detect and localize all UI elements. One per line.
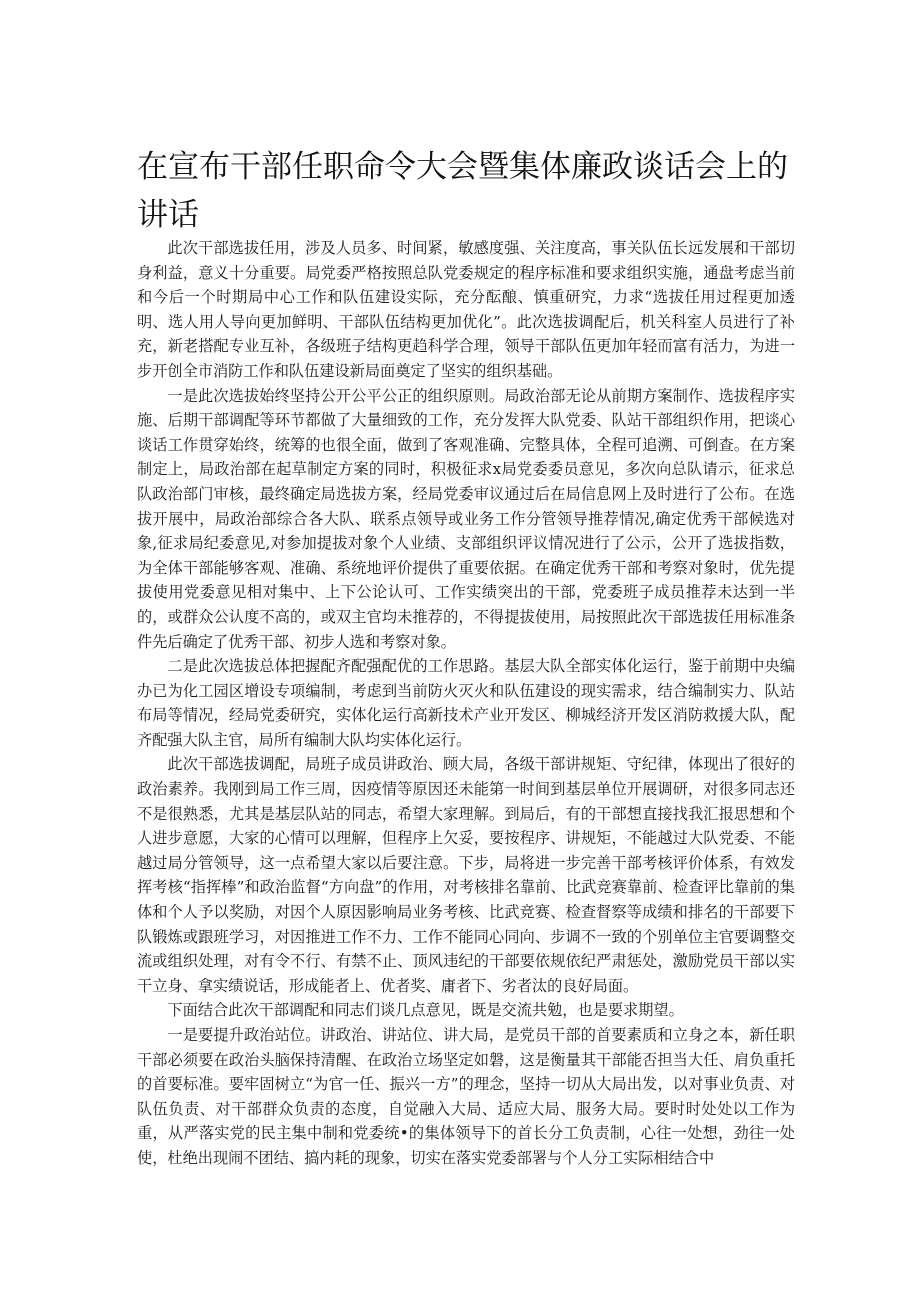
paragraph-3: 二是此次选拔总体把握配齐配强配优的工作思路。基层大队全部实体化运行，鉴于前期中央编办已为化工园区增设专项编制，考虑到当前防火灭火和队伍建设的现实需求，结合编制实力、队站布局等情况，经局党委研究，实体化运行高新技术产业开发区、柳城经济开发区消防救援大队，配齐配强大队主官，局所有编制大队均实体化运行。 xyxy=(137,657,795,749)
paragraph-5: 下面结合此次干部调配和同志们谈几点意见，既是交流共勉，也是要求期望。 xyxy=(167,1001,684,1020)
paragraph-2: 一是此次选拔始终坚持公开公平公正的组织原则。局政治部无论从前期方案制作、选拔程序实施、后期干部调配等环节都做了大量细致的工作，充分发挥大队党委、队站干部组织作用，把谈心谈话工作贯穿始终，统筹的也很全面，做到了客观准确、完整具体，全程可追溯、可倒查。在方案制定上，局政治部在起草制定方案的同时，积极征求x局党委委员意见，多次向总队请示，征求总队政治部门审核，最终确定局选拔方案，经局党委审议通过后在局信息网上及时进行了公布。在选拔开展中，局政治部综合各大队、联系点领导或业务工作分管领导推荐情况,确定优秀干部候选对象,征求局纪委意见,对参加提拔对象个人业绩、支部组织评议情况进行了公示，公开了选拔指数，为全体干部能够客观、准确、系统地评价提供了重要依据。在确定优秀干部和考察对象时，优先提拔使用党委意见相对集中、上下公论认可、工作实绩突出的干部，党委班子成员推荐未达到一半的，或群众公认度不高的，或双主官均未推荐的，不得提拔使用，局按照此次干部选拔任用标准条件先后确定了优秀干部、初步人选和考察对象。 xyxy=(137,386,795,651)
paragraph-1: 此次干部选拔任用，涉及人员多、时间紧，敏感度强、关注度高，事关队伍长远发展和干部切身利益，意义十分重要。局党委严格按照总队党委规定的程序标准和要求组织实施，通盘考虑当前和今后一个时期局中心工作和队伍建设实际，充分酝酿、慎重研究，力求“选拔任用过程更加透明、选人用人导向更加鲜明、干部队伍结构更加优化”。此次选拔调配后，机关科室人员进行了补充，新老搭配专业互补，各级班子结构更趋科学合理，领导干部队伍更加年轻而富有活力，为进一步开创全市消防工作和队伍建设新局面奠定了坚实的组织基础。 xyxy=(137,239,795,380)
document-title: 在宣布干部任职命令大会暨集体廉政谈话会上的讲话 xyxy=(137,148,788,233)
document-body xyxy=(137,236,795,1171)
paragraph-6: 一是要提升政治站位。讲政治、讲站位、讲大局，是党员干部的首要素质和立身之本，新任职干部必须要在政治头脑保持清醒、在政治立场坚定如磐，这是衡量其干部能否担当大任、肩负重托的首要标准。要牢固树立“为官一任、振兴一方”的理念，坚持一切从大局出发，以对事业负责、对队伍负责、对干部群众负责的态度，自觉融入大局、适应大局、服务大局。要时时处处以工作为重，从严落实党的民主集中制和党委统•的集体领导下的首长分工负责制，心往一处想，劲往一处使，杜绝出现闹不团结、搞内耗的现象，切实在落实党委部署与个人分工实际相结合中 xyxy=(137,1026,795,1167)
paragraph-4: 此次干部选拔调配，局班子成员讲政治、顾大局，各级干部讲规矩、守纪律，体现出了很好的政治素养。我刚到局工作三周，因疫情等原因还未能第一时间到基层单位开展调研，对很多同志还不是很熟悉，尤其是基层队站的同志，希望大家理解。到局后，有的干部想直接找我汇报思想和个人进步意愿，大家的心情可以理解，但程序上欠妥，要按程序、讲规矩，不能越过大队党委、不能越过局分管领导，这一点希望大家以后要注意。下步，局将进一步完善干部考核评价体系，有效发挥考核“指挥棒”和政治监督“方向盘”的作用，对考核排名靠前、比武竞赛靠前、检查评比靠前的集体和个人予以奖励，对因个人原因影响局业务考核、比武竞赛、检查督察等成绩和排名的干部要下队锻炼或跟班学习，对因推进工作不力、工作不能同心同向、步调不一致的个别单位主官要调整交流或组织处理，对有令不行、有禁不止、顶风违纪的干部要依规依纪严肃惩处，激励党员干部以实干立身、拿实绩说话，形成能者上、优者奖、庸者下、劣者汰的良好局面。 xyxy=(137,755,795,995)
